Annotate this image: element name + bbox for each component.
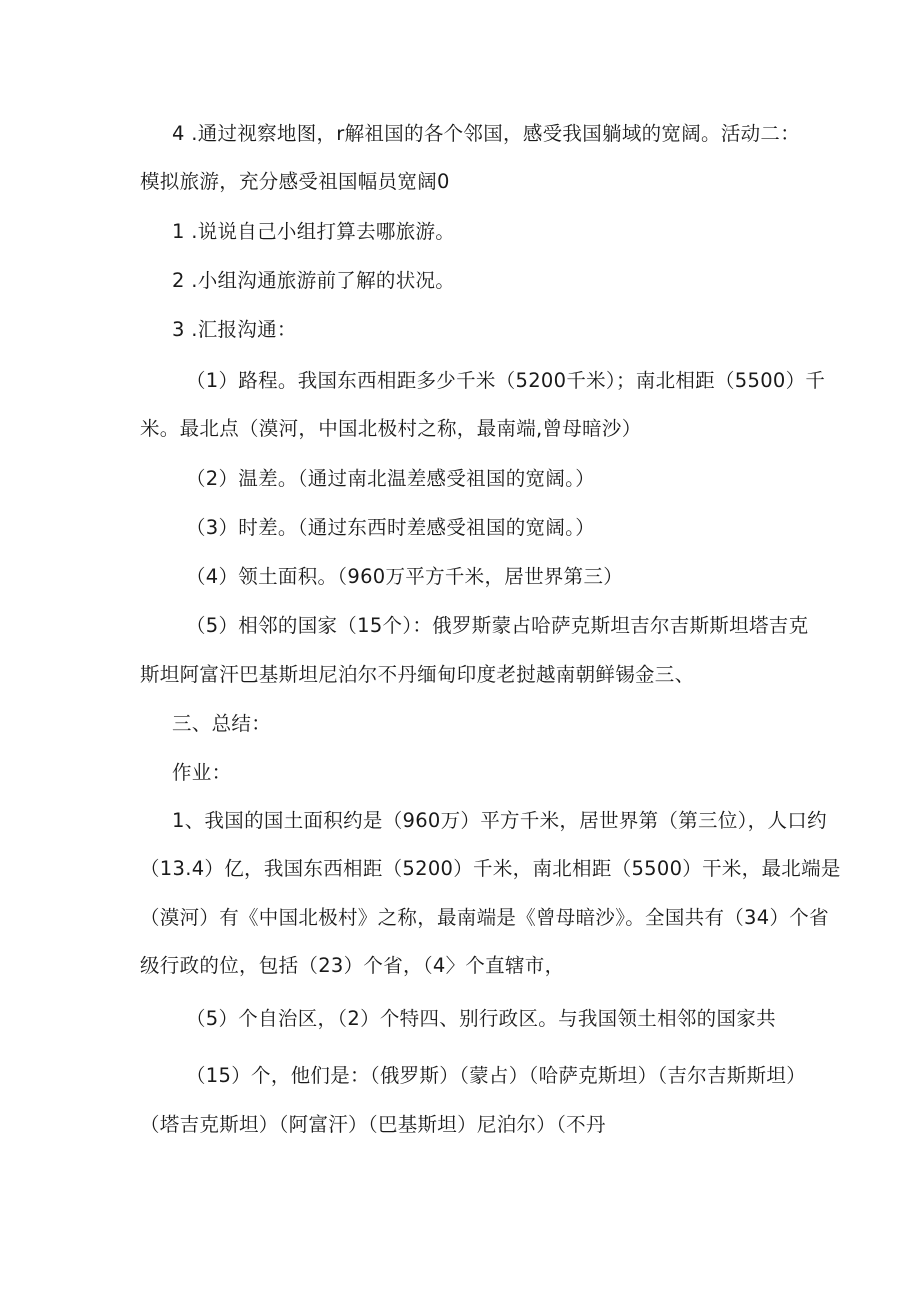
- text-line: 3 .汇报沟通：: [172, 318, 297, 341]
- text-line: （3）时差。（通过东西时差感受祖国的宽阔。）: [186, 516, 596, 539]
- text-line: 模拟旅游，充分感受祖国幅员宽阔0: [140, 170, 450, 193]
- text-line: （13.4）亿，我国东西相距（5200）千米，南北相距（5500）干米，最北端是: [140, 857, 841, 880]
- text-line: （塔吉克斯坦）（阿富汗）（巴基斯坦）尼泊尔）（不丹: [140, 1113, 606, 1136]
- text-line: 米。最北点（漠河，中国北极村之称，最南端,曾母暗沙）: [140, 417, 642, 440]
- text-line: （5）相邻的国家（15个）：俄罗斯蒙占哈萨克斯坦吉尔吉斯斯坦塔吉克: [186, 614, 809, 637]
- text-line: （2）温差。（通过南北温差感受祖国的宽阔。）: [186, 467, 596, 490]
- text-line: 1 .说说自己小组打算去哪旅游。: [172, 220, 456, 243]
- text-line: （4）领土面积。（960万平方千米，居世界第三）: [186, 565, 624, 588]
- text-line: 1、我国的国土面积约是（960万）平方千米，居世界第（第三位），人口约: [172, 809, 827, 832]
- text-line: （5）个自治区，（2）个特四、别行政区。与我国领土相邻的国家共: [186, 1007, 776, 1030]
- text-line: 级行政的位，包括（23）个省，（4〉个直辖市，: [140, 954, 565, 977]
- text-line: 斯坦阿富汗巴基斯坦尼泊尔不丹缅甸印度老挝越南朝鲜锡金三、: [140, 663, 695, 686]
- text-line: （1）路程。我国东西相距多少千米（5200千米）；南北相距（5500）千: [186, 369, 826, 392]
- text-line: （漠河）有《中国北极村》之称，最南端是《曾母暗沙》。全国共有（34）个省: [140, 906, 829, 929]
- text-line: 4 .通过视察地图，r解祖国的各个邻国，感受我国躺域的宽阔。活动二：: [172, 122, 801, 145]
- section-heading: 作业：: [172, 761, 232, 784]
- text-line: 2 .小组沟通旅游前了解的状况。: [172, 269, 456, 292]
- text-line: （15）个，他们是：（俄罗斯）（蒙占）（哈萨克斯坦）（吉尔吉斯斯坦）: [186, 1064, 807, 1087]
- section-heading: 三、总结：: [172, 712, 272, 735]
